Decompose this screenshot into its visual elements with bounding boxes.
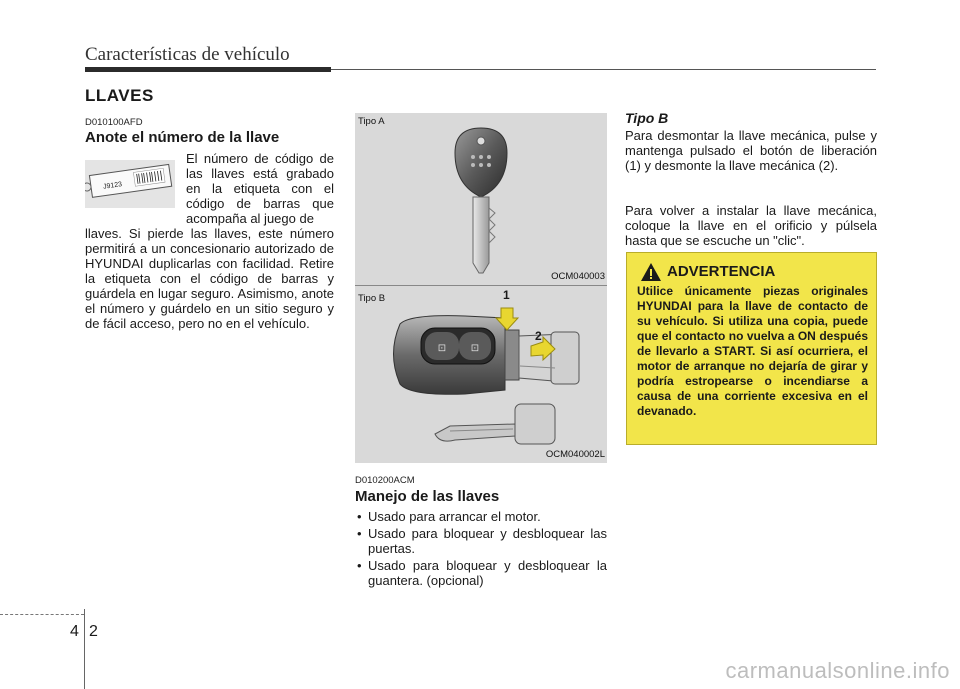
figure-a-code: OCM040003 [551,271,605,282]
header-rule-thick [85,67,331,72]
type-b-heading: Tipo B [625,110,669,126]
chapter-number: 4 [70,623,79,640]
footer-dotted-line [0,614,84,615]
chapter-title: Características de vehículo [85,44,290,65]
section-title: LLAVES [85,86,154,105]
figure-b-label: Tipo B [358,293,386,304]
svg-text:⊡: ⊡ [470,343,480,354]
footer-separator [84,609,85,689]
figure-b-code: OCM040002L [545,449,605,460]
list-item: • Usado para bloquear y desbloquear la guantera. (opcional) [355,558,607,588]
warning-triangle-icon [640,262,662,282]
warning-box [626,252,877,445]
section-code: D010100AFD [85,117,143,128]
key-number-para-indented: El número de código de las llaves está grabado en la etiqueta con el código de barras que acompaña al juego de [186,151,334,226]
key-type-a-icon [355,113,607,285]
svg-text:⊡: ⊡ [437,343,447,354]
callout-1: 1 [503,288,510,302]
warning-title: ADVERTENCIA [667,263,776,280]
callout-2: 2 [535,329,542,343]
type-b-para-2: Para volver a instalar la llave mecánica, coloque la llave en el orificio y púlsela hasta que se escuche un "clic". [625,203,877,248]
figure-type-a [355,113,607,285]
watermark: carmanualsonline.info [725,658,950,683]
key-number-heading: Anote el número de la llave [85,129,280,146]
key-number-para: llaves. Si pierde las llaves, este número permitirá a un concesionario autorizado de HYUNDAI duplicarlas con facilidad. Retire la etiqueta con el código de barras y guárdela en lugar seguro. Asimismo, anote el número y guárdelo en un sitio seguro y de fácil acceso, pero no en el vehículo. [85,226,334,331]
key-usage-list [355,509,607,590]
key-number-text-block [85,151,334,331]
smart-key-type-b-icon [355,286,607,463]
warning-text: Utilice únicamente piezas originales HYUNDAI para la llave de contacto de su vehículo. Si utiliza una copia, puede que el contacto no vuelva a ON después de llevarlo a START. Si así ocurriera, el motor de arranque no dejaría de girar y podría estropearse o incendiarse a causa de una corriente excesiva en el devanado. [637,284,868,418]
tag-number: J9123 [102,181,123,191]
list-item: • Usado para arrancar el motor. [355,509,607,524]
page-number: 2 [89,623,98,640]
figure-type-b [355,286,607,463]
key-handling-heading: Manejo de las llaves [355,488,500,505]
figure-a-label: Tipo A [358,116,385,127]
list-item: • Usado para bloquear y desbloquear las puertas. [355,526,607,556]
type-b-para-1: Para desmontar la llave mecánica, pulse y mantenga pulsado el botón de liberación (1) y desmonte la llave mecánica (2). [625,128,877,173]
section-code-2: D010200ACM [355,475,415,486]
header-rule-thin [331,69,876,70]
